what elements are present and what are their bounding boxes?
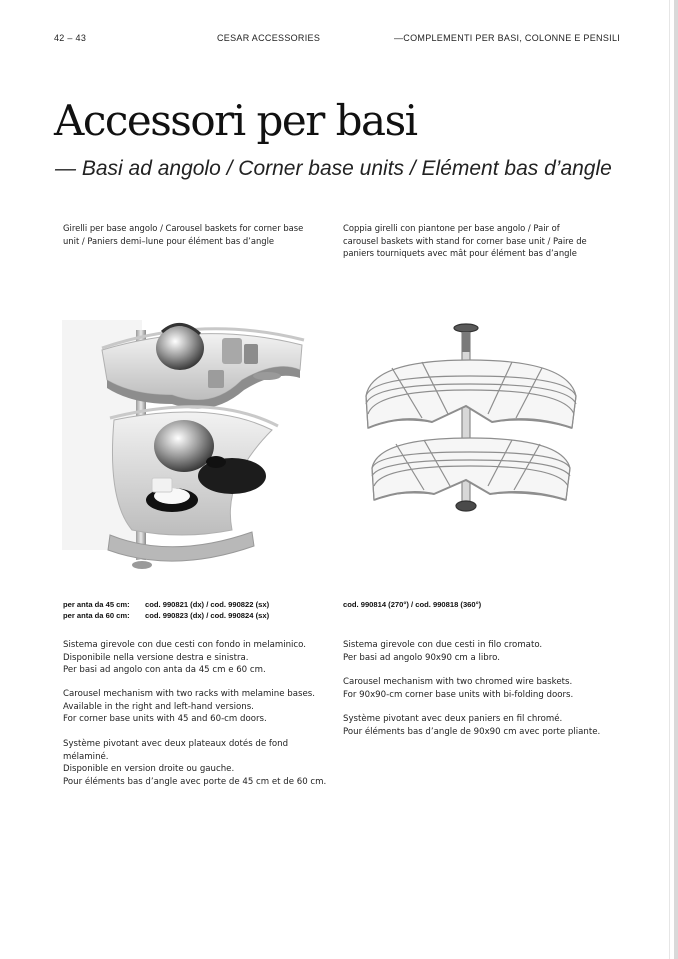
- left-description-fr: [63, 738, 348, 788]
- half-moon-carousel-image: [62, 300, 332, 590]
- code-value: cod. 990814 (270°) / cod. 990818 (360°): [343, 600, 482, 609]
- left-caption-line: unit / Paniers demi–lune pour élément bas d’angle: [63, 235, 275, 246]
- right-caption-line: paniers tourniquets avec mât pour élément bas d’angle: [343, 248, 577, 258]
- wire-carousel-image: [352, 318, 584, 518]
- right-description-fr: [343, 713, 643, 738]
- right-caption: [343, 222, 633, 260]
- text-line: Per basi ad angolo con anta da 45 cm e 60 cm.: [63, 665, 266, 676]
- right-caption-line: carousel baskets with stand for corner base unit / Paire de: [343, 235, 587, 246]
- chapter-name: —COMPLEMENTI PER BASI, COLONNE E PENSILI: [394, 33, 621, 43]
- page-subtitle: — Basi ad angolo / Corner base units / Elément bas d’angle: [55, 157, 612, 180]
- page-title: Accessori per basi: [54, 96, 417, 145]
- right-description-it: [343, 639, 643, 664]
- code-value: cod. 990821 (dx) / cod. 990822 (sx): [145, 600, 270, 609]
- left-caption-line: Girelli per base angolo / Carousel baskets for corner base: [63, 223, 304, 233]
- text-line: Pour éléments bas d’angle de 90x90 cm avec porte pliante.: [343, 726, 601, 737]
- left-description-en: [63, 688, 348, 726]
- left-description-it: [63, 639, 348, 677]
- page-edge: [674, 0, 678, 959]
- text-line: Sistema girevole con due cesti in filo cromato.: [343, 640, 543, 650]
- page-edge-line: [669, 0, 670, 959]
- code-row: [63, 610, 269, 621]
- right-codes: [343, 599, 481, 610]
- text-line: Available in the right and left-hand versions.: [63, 701, 254, 712]
- code-row: [63, 599, 269, 610]
- section-name: CESAR ACCESSORIES: [217, 33, 321, 43]
- text-line: Système pivotant avec deux plateaux dotés de fond: [63, 739, 289, 749]
- text-line: Per basi ad angolo 90x90 cm a libro.: [343, 652, 500, 663]
- text-line: For 90x90-cm corner base units with bi-folding doors.: [343, 689, 574, 700]
- code-row: [343, 599, 481, 610]
- text-line: Système pivotant avec deux paniers en fil chromé.: [343, 714, 563, 724]
- text-line: Carousel mechanism with two racks with melamine bases.: [63, 689, 315, 699]
- left-caption: [63, 222, 333, 247]
- right-description-en: [343, 676, 643, 701]
- text-line: For corner base units with 45 and 60-cm doors.: [63, 714, 267, 725]
- code-label: per anta da 60 cm:: [63, 611, 130, 620]
- text-line: Pour éléments bas d’angle avec porte de 45 cm et de 60 cm.: [63, 776, 327, 787]
- text-line: Disponible en version droite ou gauche.: [63, 764, 235, 775]
- right-caption-line: Coppia girelli con piantone per base angolo / Pair of: [343, 223, 560, 233]
- text-line: Disponibile nella versione destra e sinistra.: [63, 652, 249, 663]
- text-line: Sistema girevole con due cesti con fondo in melaminico.: [63, 640, 306, 650]
- code-value: cod. 990823 (dx) / cod. 990824 (sx): [145, 611, 270, 620]
- page-numbers: 42 – 43: [54, 33, 87, 43]
- code-label: per anta da 45 cm:: [63, 600, 130, 609]
- text-line: mélaminé.: [63, 751, 109, 762]
- text-line: Carousel mechanism with two chromed wire baskets.: [343, 677, 573, 687]
- left-codes: [63, 599, 269, 621]
